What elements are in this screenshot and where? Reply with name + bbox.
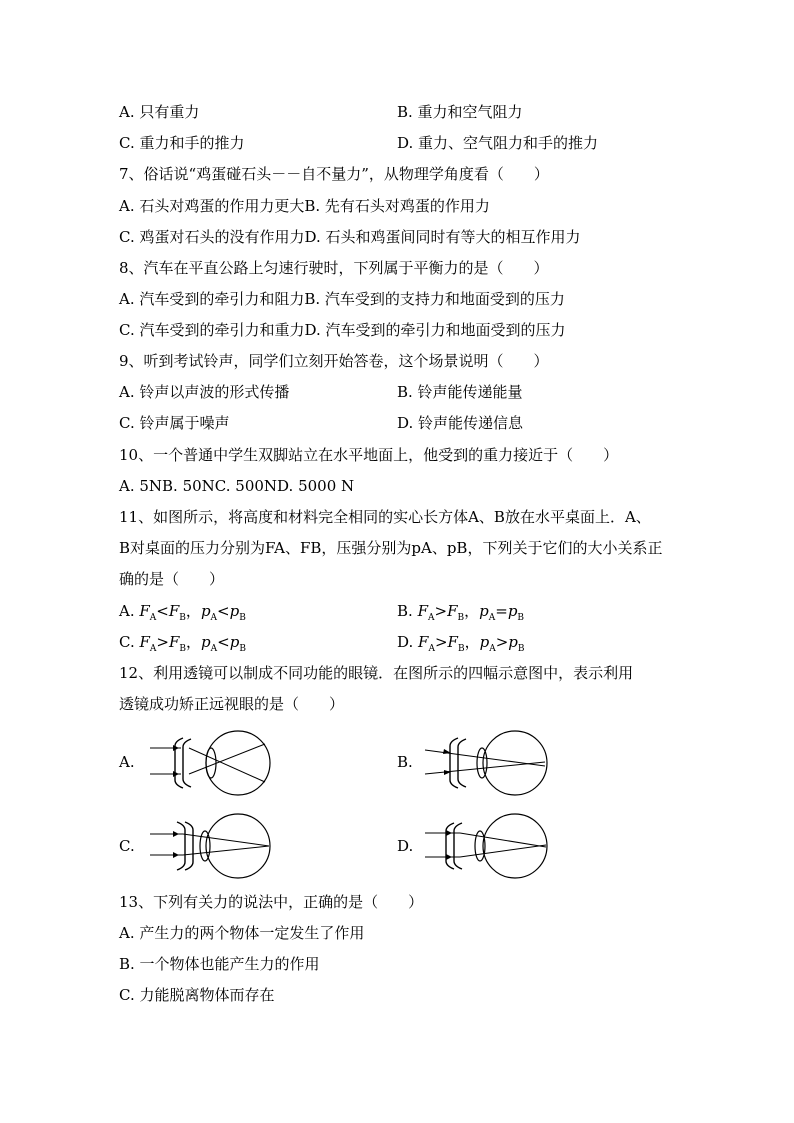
q6-option-d: D. 重力、空气阻力和手的推力 bbox=[397, 134, 599, 152]
q12-figure-c-label: C. bbox=[119, 837, 135, 855]
q12-figure-d-label: D. bbox=[397, 837, 414, 855]
q10-options: A. 5NB. 50NC. 500ND. 5000 N bbox=[119, 477, 355, 495]
q9-option-c: C. 铃声属于噪声 bbox=[119, 414, 230, 432]
q11-option-a: A. $F_A<F_B$，$p_A<p_B$ bbox=[119, 602, 246, 623]
q7-stem: 7、俗话说“鸡蛋碰石头－－自不量力”，从物理学角度看（ ） bbox=[119, 165, 549, 183]
q12-figure-c-diagram bbox=[145, 811, 280, 881]
q8-options-cd: C. 汽车受到的牵引力和重力D. 汽车受到的牵引力和地面受到的压力 bbox=[119, 321, 566, 339]
q11-option-d: D. $F_A>F_B$，$p_A>p_B$ bbox=[397, 633, 525, 654]
q12-stem-line-1: 12、利用透镜可以制成不同功能的眼镜．在图所示的四幅示意图中，表示利用 bbox=[119, 664, 634, 682]
q6-option-b: B. 重力和空气阻力 bbox=[397, 103, 523, 121]
q11-stem-line-3: 确的是（ ） bbox=[119, 570, 225, 588]
q12-figure-d-diagram bbox=[420, 811, 555, 881]
q12-figure-a-label: A. bbox=[119, 753, 135, 771]
q9-option-a: A. 铃声以声波的形式传播 bbox=[119, 383, 290, 401]
q13-option-b: B. 一个物体也能产生力的作用 bbox=[119, 955, 320, 973]
q7-options-ab: A. 石头对鸡蛋的作用力更大B. 先有石头对鸡蛋的作用力 bbox=[119, 197, 490, 215]
q13-option-c: C. 力能脱离物体而存在 bbox=[119, 986, 275, 1004]
q9-stem: 9、听到考试铃声，同学们立刻开始答卷，这个场景说明（ ） bbox=[119, 352, 549, 370]
q7-options-cd: C. 鸡蛋对石头的没有作用力D. 石头和鸡蛋间同时有等大的相互作用力 bbox=[119, 228, 581, 246]
q12-figure-a-diagram bbox=[145, 728, 280, 798]
q9-option-d: D. 铃声能传递信息 bbox=[397, 414, 524, 432]
q8-options-ab: A. 汽车受到的牵引力和阻力B. 汽车受到的支持力和地面受到的压力 bbox=[119, 290, 565, 308]
q6-option-a: A. 只有重力 bbox=[119, 103, 200, 121]
q11-option-b: B. $F_A>F_B$，$p_A=p_B$ bbox=[397, 602, 525, 623]
q13-stem: 13、下列有关力的说法中，正确的是（ ） bbox=[119, 893, 424, 911]
q11-stem-line-1: 11、如图所示，将高度和材料完全相同的实心长方体A、B放在水平桌面上．A、 bbox=[119, 508, 651, 526]
q8-stem: 8、汽车在平直公路上匀速行驶时，下列属于平衡力的是（ ） bbox=[119, 259, 549, 277]
q11-option-c: C. $F_A>F_B$，$p_A<p_B$ bbox=[119, 633, 246, 654]
q12-figure-b-diagram bbox=[420, 728, 555, 798]
q11-stem-line-2: B对桌面的压力分别为FA、FB，压强分别为pA、pB，下列关于它们的大小关系正 bbox=[119, 539, 663, 557]
q13-option-a: A. 产生力的两个物体一定发生了作用 bbox=[119, 924, 365, 942]
q9-option-b: B. 铃声能传递能量 bbox=[397, 383, 523, 401]
q10-stem: 10、一个普通中学生双脚站立在水平地面上，他受到的重力接近于（ ） bbox=[119, 446, 619, 464]
q12-figure-b-label: B. bbox=[397, 753, 413, 771]
q6-option-c: C. 重力和手的推力 bbox=[119, 134, 245, 152]
q12-stem-line-2: 透镜成功矫正远视眼的是（ ） bbox=[119, 695, 345, 713]
